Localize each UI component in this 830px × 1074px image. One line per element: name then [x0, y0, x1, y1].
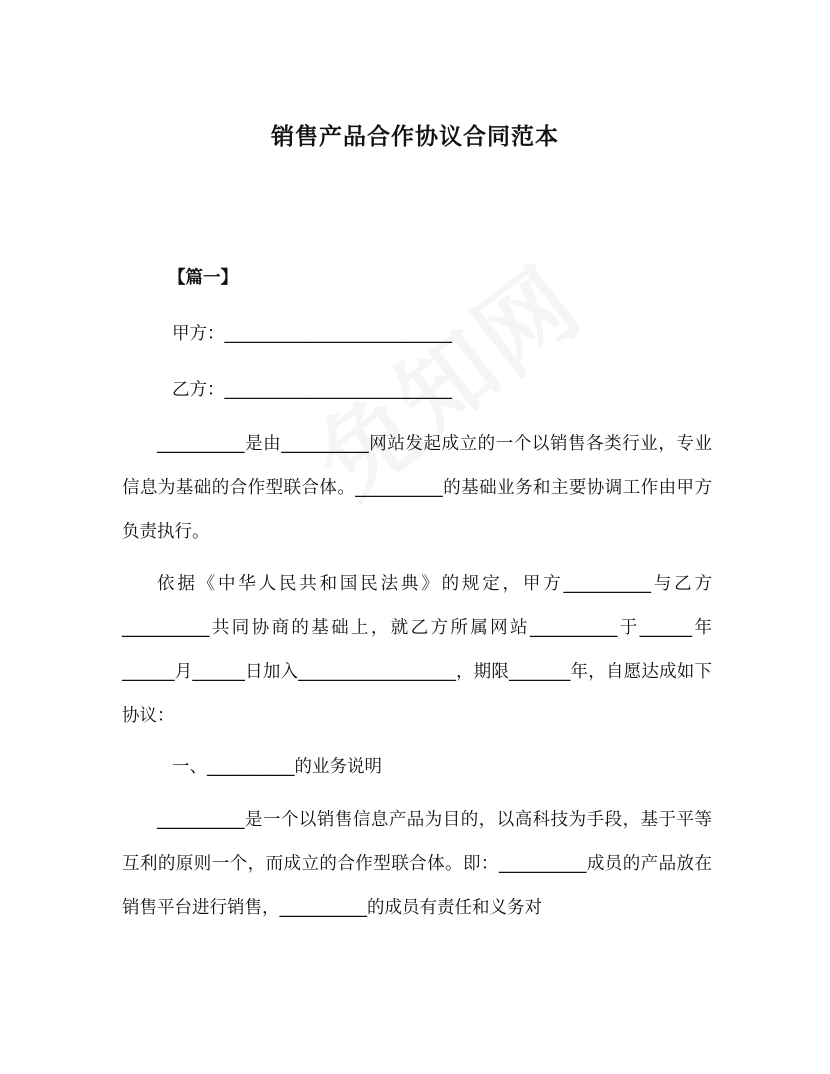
party-a-line: 甲方：__________________________ [172, 324, 452, 344]
paragraph-basis [122, 562, 712, 738]
section-marker: 【篇一】 [168, 268, 238, 288]
paragraph-business-desc-text: __________是一个以销售信息产品为目的，以高科技为手段，基于平等互利的原则一个，而成立的合作型联合体。即：__________成员的产品放在销售平台进行销售，__________的成员有责任和义务对 [122, 810, 712, 918]
paragraph-basis-text: 依据《中华人民共和国民法典》的规定，甲方__________与乙方__________共同协商的基础上，就乙方所属网站__________于______年______月______日加入__________________，期限_______年，自愿达成如下协议： [122, 574, 712, 726]
page-title: 销售产品合作协议合同范本 [271, 124, 559, 150]
party-b-line: 乙方：__________________________ [172, 380, 452, 400]
paragraph-intro-text: __________是由__________网站发起成立的一个以销售各类行业，专业信息为基础的合作型联合体。__________的基础业务和主要协调工作由甲方负责执行。 [122, 434, 712, 542]
paragraph-intro [122, 422, 712, 554]
section-heading-1: 一、__________的业务说明 [172, 757, 382, 777]
paragraph-business-desc [122, 798, 712, 930]
